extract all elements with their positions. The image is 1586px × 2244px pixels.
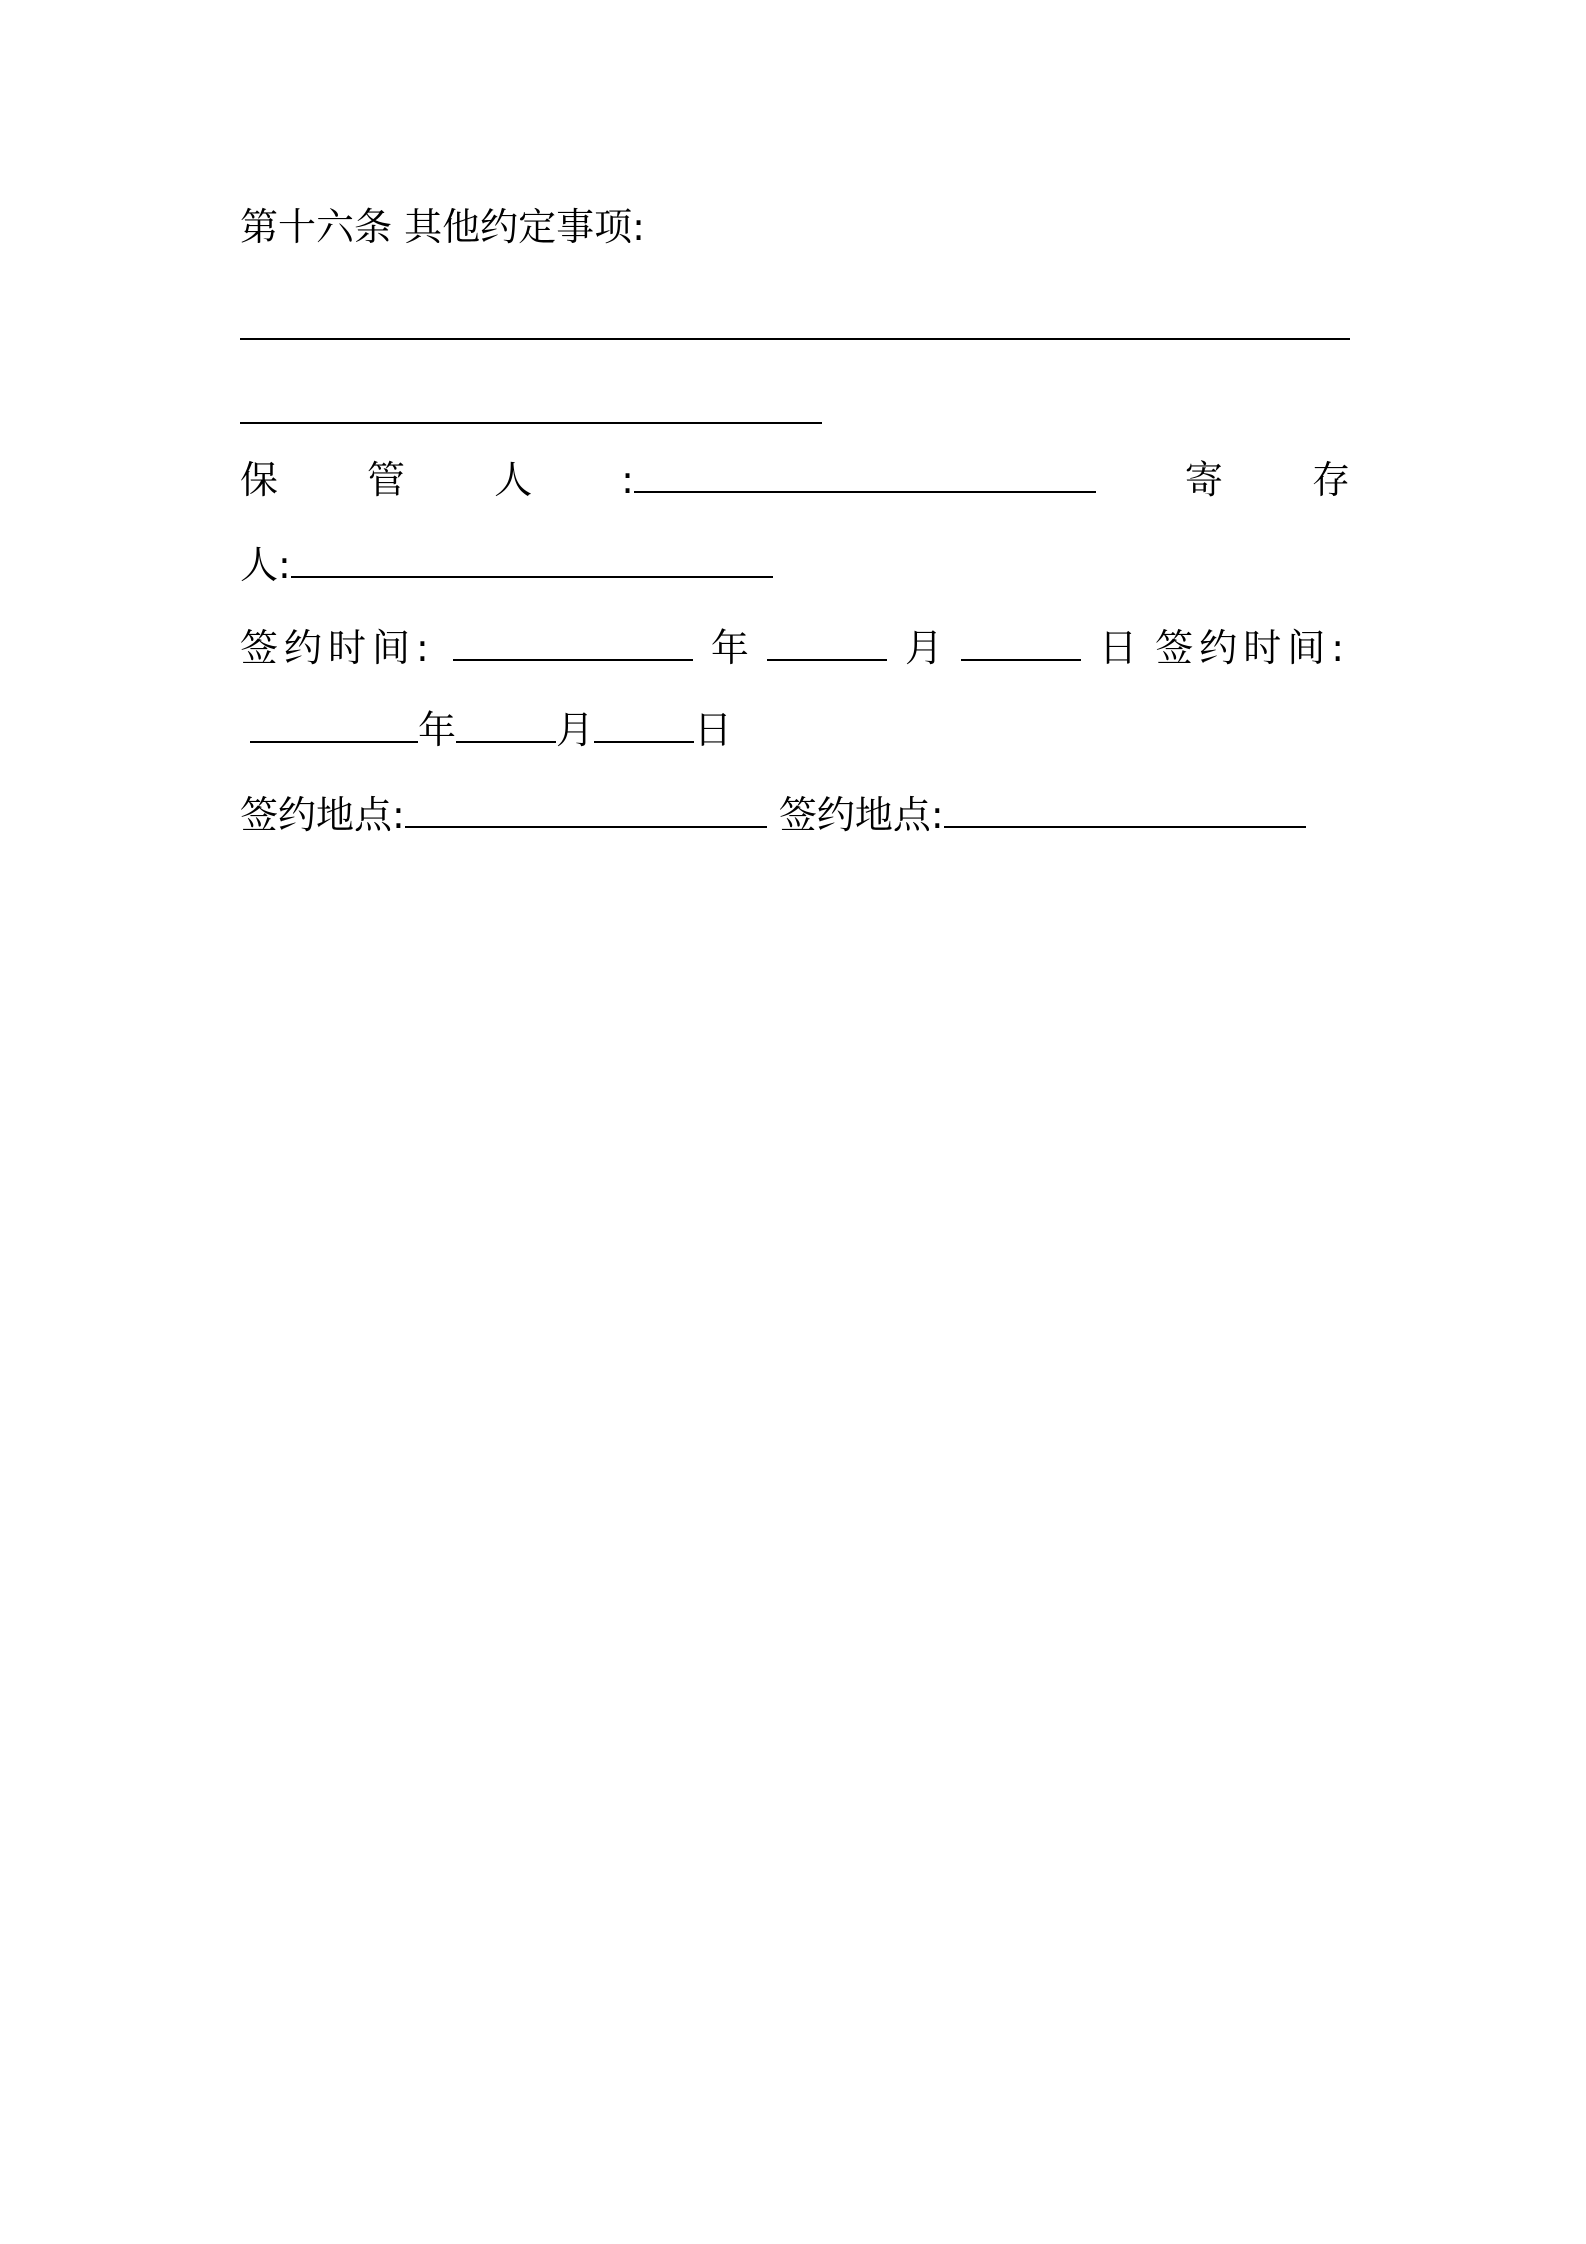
sign-time-month-2: 月 xyxy=(556,708,595,752)
sign-time-label-2: 签约时间: xyxy=(1155,626,1350,670)
sign-time-year-2: 年 xyxy=(418,708,457,752)
depositor-label-char-1: 寄 xyxy=(1184,458,1223,502)
sign-place-row xyxy=(240,790,1350,840)
sign-time-year-blank-2 xyxy=(250,707,418,743)
depositor-label-tail: 人: xyxy=(240,543,291,587)
custodian-signature-field xyxy=(621,455,1096,505)
sign-time-month-blank-2 xyxy=(456,707,556,743)
sign-time-year-blank-1 xyxy=(453,625,693,661)
depositor-row xyxy=(240,540,1350,590)
custodian-label-char-1: 保 xyxy=(240,458,279,502)
sign-time-day-blank-1 xyxy=(961,625,1081,661)
article-title xyxy=(240,202,1350,252)
depositor-label-char-2: 存 xyxy=(1311,458,1350,502)
sign-time-month-1: 月 xyxy=(905,626,944,670)
sign-time-day-2: 日 xyxy=(694,708,733,752)
sign-time-day-blank-2 xyxy=(594,707,694,743)
custodian-blank xyxy=(634,457,1096,493)
custodian-label-char-2: 管 xyxy=(367,458,406,502)
depositor-blank xyxy=(291,542,773,578)
agreed-matters-blank-line-1 xyxy=(240,338,1350,340)
sign-time-row-1 xyxy=(240,623,1350,673)
article-title-text: 第十六条 其他约定事项: xyxy=(240,205,645,249)
custodian-label-char-3: 人 xyxy=(494,458,533,502)
sign-place-label-2: 签约地点: xyxy=(778,793,944,837)
sign-place-blank-1 xyxy=(405,792,767,828)
custodian-depositor-row xyxy=(240,455,1350,505)
sign-place-label-1: 签约地点: xyxy=(240,793,405,837)
sign-time-label-1: 签约时间: xyxy=(240,626,435,670)
sign-time-year-1: 年 xyxy=(710,626,749,670)
custodian-colon: : xyxy=(621,458,634,502)
sign-time-day-1: 日 xyxy=(1099,626,1138,670)
sign-place-blank-2 xyxy=(944,792,1306,828)
agreed-matters-blank-line-2 xyxy=(240,422,822,424)
sign-time-month-blank-1 xyxy=(767,625,887,661)
sign-time-row-2 xyxy=(250,705,1360,755)
